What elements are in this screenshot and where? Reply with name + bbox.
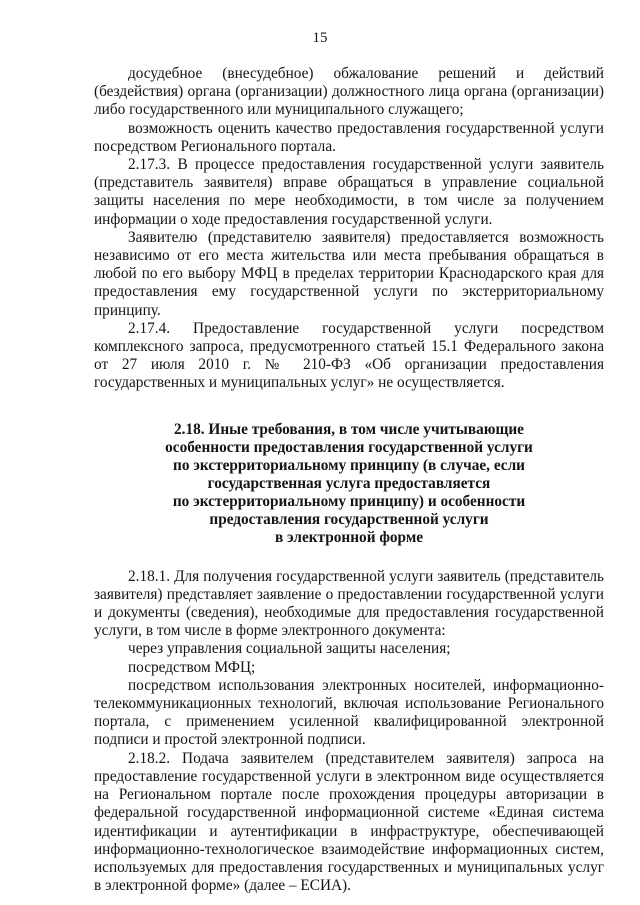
- list-item-electronic-media: посредством использования электронных носителей, информационно-телекоммуникационных технологий, включая использование Регионального портала, с применением усиленной квалифицированной электронной подписи и простой электронной подписи.: [94, 676, 604, 749]
- paragraph-appeal: досудебное (внесудебное) обжалование решений и действий (бездействия) органа (организации) должностного лица органа (организации) либо государственного или муниципального служащего;: [94, 65, 604, 119]
- heading-line: в электронной форме: [274, 528, 424, 546]
- heading-line: государственная услуга предоставляется: [207, 474, 491, 492]
- section-heading-2-18: [94, 421, 604, 547]
- list-item-mfc: посредством МФЦ;: [128, 658, 256, 676]
- list-item-social-protection: через управления социальной защиты населения;: [128, 640, 451, 658]
- heading-line: по экстерриториальному принципу) и особенности: [172, 492, 526, 510]
- paragraph-2-17-4: 2.17.4. Предоставление государственной услуги посредством комплексного запроса, предусмотренного статьей 15.1 Федерального закона от 27 июля 2010 г. № 210-ФЗ «Об организации предоставления государственных и муниципальных услуг» не осуществляется.: [94, 319, 604, 392]
- paragraph-quality-rating: возможность оценить качество предоставления государственной услуги посредством Регионального портала.: [94, 119, 604, 155]
- paragraph-2-18-1: 2.18.1. Для получения государственной услуги заявитель (представитель заявителя) представляет заявление о предоставлении государственной услуги и документы (сведения), необходимые для предоставления государственной услуги, в том числе в форме электронного документа:: [94, 567, 604, 640]
- heading-line: 2.18. Иные требования, в том числе учитывающие: [174, 420, 524, 438]
- paragraph-2-17-3: 2.17.3. В процессе предоставления государственной услуги заявитель (представитель заявителя) вправе обращаться в управление социальной защиты населения по мере необходимости, в том числе за получением информации о ходе предоставления государственной услуги.: [94, 156, 604, 228]
- paragraph-mfc-extraterritorial: Заявителю (представителю заявителя) предоставляется возможность независимо от его места жительства или места пребывания обращаться в любой по его выбору МФЦ в пределах территории Краснодарского края для предоставления ему государственной услуги по экстерриториальному принципу.: [94, 228, 604, 319]
- heading-line: предоставления государственной услуги: [209, 510, 489, 528]
- paragraph-2-18-2: 2.18.2. Подача заявителем (представителем заявителя) запроса на предоставление государственной услуги в электронном виде осуществляется на Региональном портале после прохождения процедуры авторизации в федеральной государственной информационной системе «Единая система идентификации и аутентификации в инфраструктуре, обеспечивающей информационно-технологическое взаимодействие информационных систем, используемых для предоставления государственных и муниципальных услуг в электронной форме» (далее – ЕСИА).: [94, 749, 604, 895]
- document-body: [94, 65, 604, 895]
- heading-line: по экстерриториальному принципу (в случае, если: [173, 456, 525, 474]
- heading-line: особенности предоставления государственной услуги: [165, 438, 533, 456]
- page-number: 15: [312, 30, 328, 46]
